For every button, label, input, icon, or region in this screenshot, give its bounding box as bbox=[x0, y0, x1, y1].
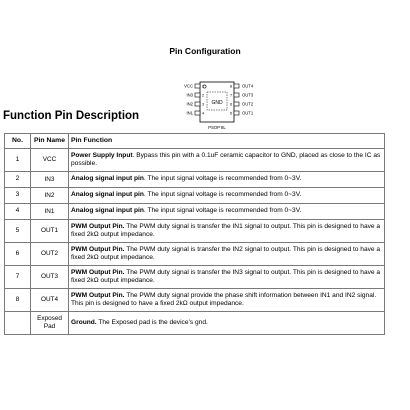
pin-number: 6 bbox=[230, 102, 233, 107]
function-text: The Exposed pad is the device’s gnd. bbox=[96, 318, 208, 326]
table-row bbox=[5, 243, 385, 266]
left-pin-3 bbox=[186, 102, 204, 107]
row-pin-name: Exposed Pad bbox=[31, 312, 69, 335]
function-text: The PWM duty signal is transfer the IN2 signal to output. This pin is designed to have a fixed 2kΩ output impedance. bbox=[71, 245, 381, 261]
row-pin-function bbox=[69, 312, 385, 335]
function-bold: PWM Output Pin. bbox=[71, 268, 125, 276]
pin-configuration-title: Pin Configuration bbox=[169, 46, 241, 56]
row-pin-function bbox=[69, 266, 385, 289]
row-no bbox=[5, 312, 31, 335]
row-pin-function bbox=[69, 220, 385, 243]
table-row bbox=[5, 289, 385, 312]
header-pin-function: Pin Function bbox=[69, 134, 385, 149]
left-pin-4 bbox=[186, 111, 204, 116]
table-row bbox=[5, 266, 385, 289]
row-pin-function bbox=[69, 204, 385, 220]
table-row bbox=[5, 172, 385, 188]
row-no: 6 bbox=[5, 243, 31, 266]
row-no: 5 bbox=[5, 220, 31, 243]
table-row bbox=[5, 312, 385, 335]
function-bold: PWM Output Pin. bbox=[71, 245, 125, 253]
function-bold: Analog signal input pin bbox=[71, 207, 144, 215]
row-pin-name: IN3 bbox=[31, 172, 69, 188]
pin-name: OUT2 bbox=[242, 101, 254, 107]
row-no: 1 bbox=[5, 149, 31, 172]
pin-name: IN2 bbox=[186, 101, 193, 107]
pin-name: OUT4 bbox=[242, 83, 254, 89]
table-row bbox=[5, 149, 385, 172]
function-text: . The input signal voltage is recommended from 0~3V. bbox=[143, 207, 302, 215]
function-bold: PWM Output Pin. bbox=[71, 291, 125, 299]
header-pin-name: Pin Name bbox=[31, 134, 69, 149]
function-text: The PWM duty signal is transfer the IN1 signal to output. This pin is designed to have a fixed 2kΩ output impedance. bbox=[71, 222, 381, 238]
row-pin-name: VCC bbox=[31, 149, 69, 172]
row-pin-function bbox=[69, 243, 385, 266]
pin-number: 1 bbox=[202, 84, 205, 89]
function-text: . The input signal voltage is recommended from 0~3V. bbox=[143, 175, 302, 183]
pin-description-table bbox=[4, 133, 385, 335]
pin-number: 5 bbox=[230, 111, 233, 116]
function-bold: PWM Output Pin. bbox=[71, 222, 125, 230]
row-pin-function bbox=[69, 188, 385, 204]
pin-number: 8 bbox=[230, 84, 233, 89]
pin-number: 2 bbox=[202, 93, 205, 98]
row-no: 4 bbox=[5, 204, 31, 220]
function-text: . The input signal voltage is recommended from 0~3V. bbox=[143, 191, 302, 199]
pin-name: OUT1 bbox=[242, 110, 254, 116]
pin-name: OUT3 bbox=[242, 92, 254, 98]
header-no: No. bbox=[5, 134, 31, 149]
function-bold: Analog signal input pin bbox=[71, 175, 144, 183]
pin-name: IN3 bbox=[186, 92, 193, 98]
row-pin-name: OUT2 bbox=[31, 243, 69, 266]
package-label: PSOP 8L bbox=[208, 125, 226, 130]
gnd-pad-label: GND bbox=[211, 100, 223, 106]
pin-name: IN1 bbox=[186, 110, 193, 116]
row-no: 2 bbox=[5, 172, 31, 188]
table-row bbox=[5, 204, 385, 220]
function-bold: Analog signal input pin bbox=[71, 191, 144, 199]
row-pin-function bbox=[69, 289, 385, 312]
function-pin-description-title: Function Pin Description bbox=[3, 110, 140, 122]
pin-name: VCC bbox=[184, 83, 193, 89]
row-no: 8 bbox=[5, 289, 31, 312]
row-pin-name: IN1 bbox=[31, 204, 69, 220]
row-pin-name: OUT3 bbox=[31, 266, 69, 289]
row-no: 7 bbox=[5, 266, 31, 289]
function-bold: Ground. bbox=[71, 318, 97, 326]
function-text: The PWM duty signal is transfer the IN3 signal to output. This pin is designed to have a fixed 2kΩ output impedance. bbox=[71, 268, 381, 284]
left-pin-2 bbox=[186, 93, 204, 98]
row-pin-function bbox=[69, 172, 385, 188]
row-pin-name: IN2 bbox=[31, 188, 69, 204]
row-pin-name: OUT4 bbox=[31, 289, 69, 312]
row-pin-function bbox=[69, 149, 385, 172]
left-pin-1 bbox=[184, 84, 204, 89]
row-no: 3 bbox=[5, 188, 31, 204]
table-row bbox=[5, 220, 385, 243]
pin-number: 3 bbox=[202, 102, 205, 107]
row-pin-name: OUT1 bbox=[31, 220, 69, 243]
pin-number: 4 bbox=[202, 111, 205, 116]
chip-package-diagram bbox=[168, 80, 268, 132]
function-bold: Power Supply Input bbox=[71, 151, 133, 159]
pin-number: 7 bbox=[230, 93, 233, 98]
table-header-row bbox=[5, 134, 385, 149]
function-text: The PWM duty signal provide the phase shift information between IN1 and IN2 signal. This pin is designed to have a fixed 2kΩ output impedance. bbox=[71, 291, 377, 307]
table-row bbox=[5, 188, 385, 204]
function-text: . Bypass this pin with a 0.1uF ceramic capacitor to GND, placed as close to the IC as possible. bbox=[71, 151, 381, 167]
